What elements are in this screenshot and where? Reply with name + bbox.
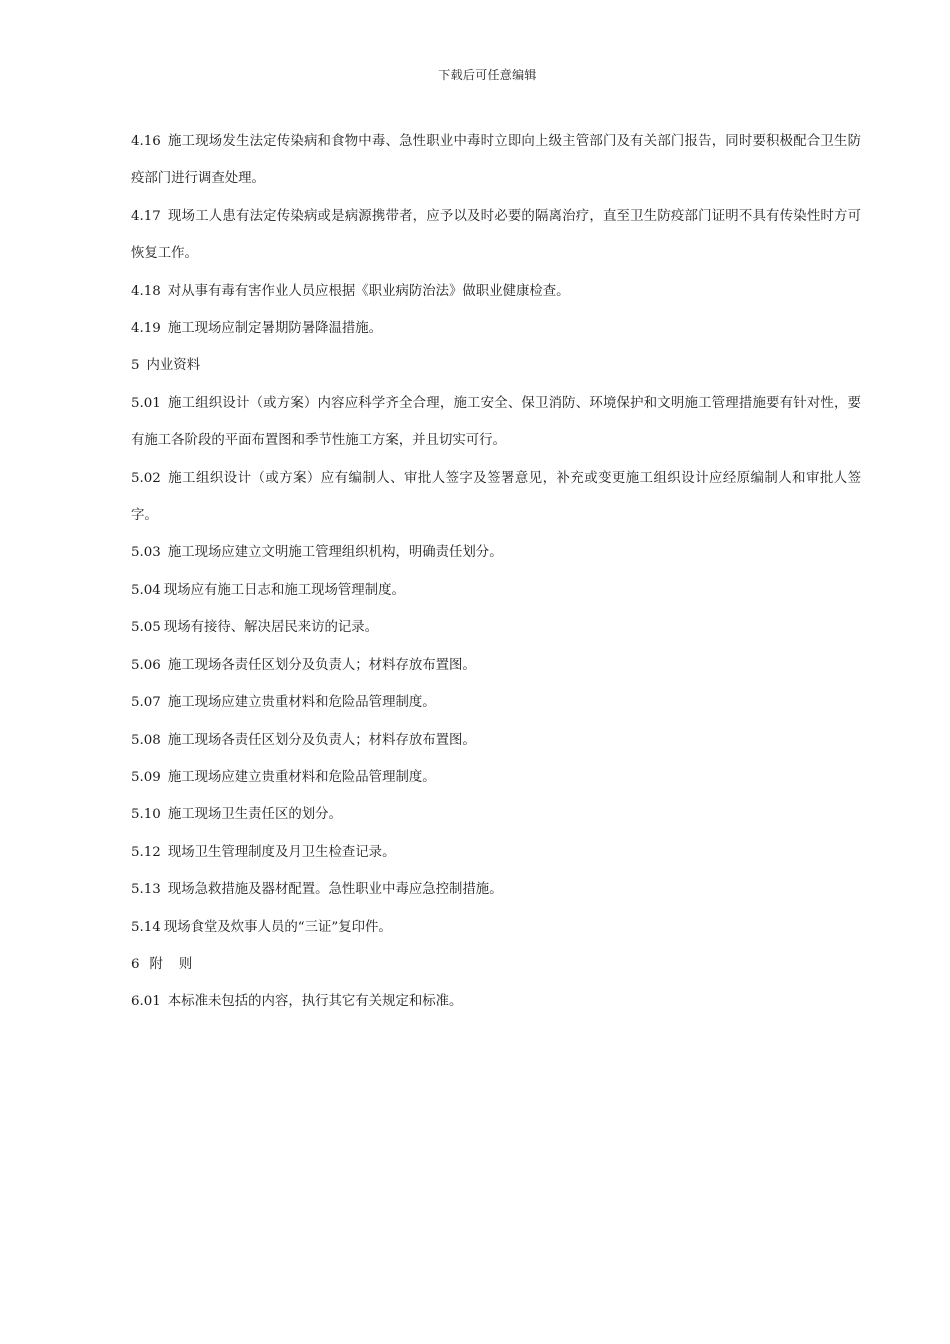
clause-text: 施工现场发生法定传染病和食物中毒、急性职业中毒时立即向上级主管部门及有关部门报告，同时要积极配合卫生防疫部门进行调查处理。	[131, 134, 861, 187]
clause-text: 现场食堂及炊事人员的“三证”复印件。	[163, 919, 392, 935]
clause-5-02	[131, 460, 861, 535]
clause-text: 现场卫生管理制度及月卫生检查记录。	[167, 844, 396, 860]
clause-number: 5.05	[131, 620, 161, 636]
clause-text: 现场有接待、解决居民来访的记录。	[163, 620, 379, 636]
section-number: 5	[131, 358, 140, 374]
clause-text: 施工现场应建立贵重材料和危险品管理制度。	[167, 695, 436, 711]
clause-number: 4.18	[131, 283, 161, 299]
clause-5-09	[131, 759, 861, 796]
clause-text: 施工现场各责任区划分及负责人；材料存放布置图。	[167, 732, 476, 748]
clause-5-13	[131, 871, 861, 908]
clause-5-01	[131, 385, 861, 460]
clause-number: 5.08	[131, 732, 161, 748]
clause-4-16	[131, 123, 861, 198]
clause-5-04	[131, 572, 861, 609]
clause-text: 现场应有施工日志和施工现场管理制度。	[163, 582, 405, 598]
clause-number: 5.01	[131, 395, 161, 411]
clause-5-06	[131, 647, 861, 684]
clause-number: 5.14	[131, 919, 161, 935]
clause-number: 5.06	[131, 657, 161, 673]
document-body	[131, 123, 861, 1021]
clause-text: 对从事有毒有害作业人员应根据《职业病防治法》做职业健康检查。	[167, 283, 570, 299]
clause-text: 施工现场卫生责任区的划分。	[167, 807, 342, 823]
clause-number: 5.03	[131, 545, 161, 561]
clause-5-14	[131, 909, 861, 946]
clause-number: 4.17	[131, 208, 161, 224]
clause-text: 施工现场应建立贵重材料和危险品管理制度。	[167, 769, 436, 785]
clause-number: 6.01	[131, 994, 161, 1010]
clause-text: 施工现场各责任区划分及负责人；材料存放布置图。	[167, 657, 476, 673]
clause-4-17	[131, 198, 861, 273]
clause-text: 施工现场应制定暑期防暑降温措施。	[167, 321, 383, 337]
clause-5-08	[131, 722, 861, 759]
clause-5-07	[131, 684, 861, 721]
clause-text: 本标准未包括的内容，执行其它有关规定和标准。	[167, 994, 463, 1010]
clause-number: 5.02	[131, 470, 161, 486]
clause-text: 施工现场应建立文明施工管理组织机构，明确责任划分。	[167, 545, 503, 561]
header-note: 下载后可任意编辑	[438, 68, 537, 82]
clause-text: 现场急救措施及器材配置。急性职业中毒应急控制措施。	[167, 882, 503, 898]
clause-4-18	[131, 273, 861, 310]
clause-5-12	[131, 834, 861, 871]
clause-number: 4.19	[131, 321, 161, 337]
clause-number: 5.13	[131, 882, 161, 898]
clause-4-19	[131, 310, 861, 347]
section-5-heading	[131, 347, 861, 384]
clause-5-03	[131, 534, 861, 571]
section-title: 附则	[149, 956, 209, 972]
clause-number: 4.16	[131, 134, 161, 149]
section-6-heading	[131, 946, 861, 983]
clause-6-01	[131, 983, 861, 1020]
clause-text: 施工组织设计（或方案）应有编制人、审批人签字及签署意见，补充或变更施工组织设计应经原编制人和审批人签字。	[131, 470, 861, 524]
section-number: 6	[131, 956, 140, 972]
clause-text: 现场工人患有法定传染病或是病源携带者，应予以及时必要的隔离治疗，直至卫生防疫部门证明不具有传染性时方可恢复工作。	[131, 208, 861, 262]
clause-number: 5.10	[131, 807, 161, 823]
clause-5-05	[131, 609, 861, 646]
clause-number: 5.04	[131, 582, 161, 598]
clause-number: 5.07	[131, 695, 161, 711]
section-title: 内业资料	[146, 358, 201, 374]
clause-text: 施工组织设计（或方案）内容应科学齐全合理，施工安全、保卫消防、环境保护和文明施工管理措施要有针对性，要有施工各阶段的平面布置图和季节性施工方案，并且切实可行。	[131, 395, 861, 449]
clause-number: 5.12	[131, 844, 161, 860]
clause-number: 5.09	[131, 769, 161, 785]
clause-5-10	[131, 796, 861, 833]
